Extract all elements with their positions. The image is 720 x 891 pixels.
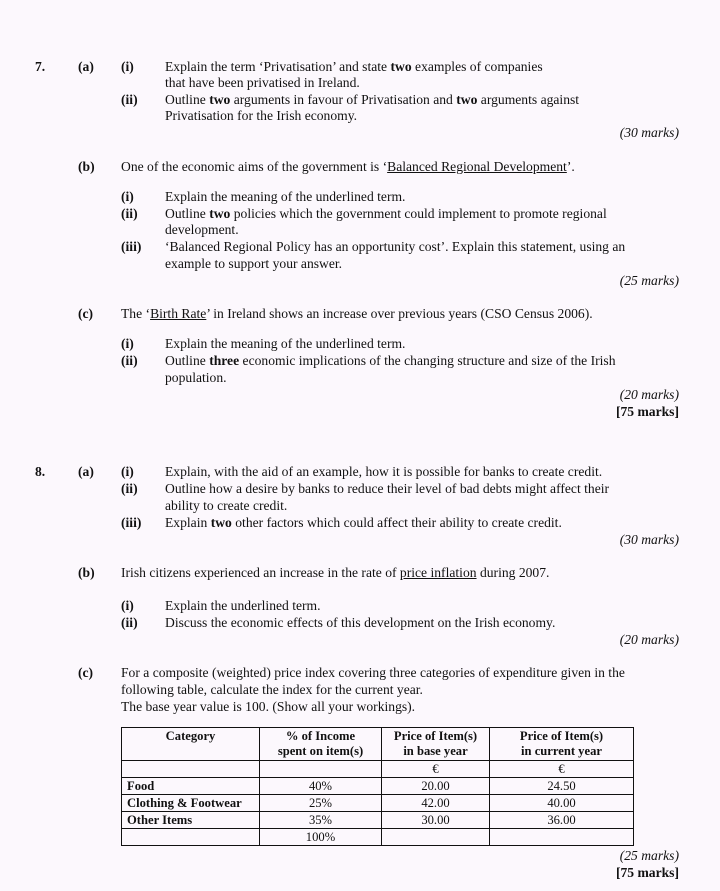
subpart-label: (ii) (121, 481, 138, 496)
table-cell: 40% (260, 778, 382, 795)
marks-label: (20 marks) (619, 632, 679, 647)
table-cell: 30.00 (382, 812, 490, 829)
marks-label: (30 marks) (619, 125, 679, 140)
question-number: 7. (35, 59, 46, 74)
subpart-label: (i) (121, 464, 134, 479)
currency-symbol: € (382, 761, 490, 778)
table-cell: 24.50 (490, 778, 634, 795)
part-label: (a) (78, 464, 94, 479)
total-row (122, 829, 634, 846)
subpart-label: (iii) (121, 239, 142, 254)
table-header: Price of Item(s) in base year (382, 728, 490, 761)
part-intro: Irish citizens experienced an increase in the rate of price inflation during 2007. (121, 565, 550, 580)
subpart-text: population. (165, 370, 227, 385)
subpart-label: (ii) (121, 206, 138, 221)
table-cell: 100% (260, 829, 382, 846)
part-intro: One of the economic aims of the government is ‘Balanced Regional Development’. (121, 159, 575, 174)
subpart-text: Outline three economic implications of the changing structure and size of the Irish (165, 353, 616, 368)
subpart-text: ‘Balanced Regional Policy has an opportunity cost’. Explain this statement, using an (165, 239, 626, 254)
subpart-label: (i) (121, 59, 134, 74)
subpart-text: Explain two other factors which could affect their ability to create credit. (165, 515, 562, 530)
subpart-text: Explain the meaning of the underlined term. (165, 336, 406, 351)
table-row (122, 795, 634, 812)
subpart-text: Privatisation for the Irish economy. (165, 108, 358, 123)
part-intro: The base year value is 100. (Show all your workings). (121, 699, 416, 714)
table-header: Price of Item(s) in current year (490, 728, 634, 761)
subpart-text: Outline two arguments in favour of Privatisation and two arguments against (165, 92, 580, 107)
part-label: (c) (78, 306, 94, 321)
table-cell: 25% (260, 795, 382, 812)
marks-label: (25 marks) (619, 848, 679, 863)
part-label: (a) (78, 59, 94, 74)
subpart-text: example to support your answer. (165, 256, 343, 271)
table-cell: 20.00 (382, 778, 490, 795)
subpart-text: ability to create credit. (165, 498, 288, 513)
subpart-label: (ii) (121, 92, 138, 107)
table-cell: Food (122, 778, 260, 795)
currency-symbol: € (490, 761, 634, 778)
part-label: (b) (78, 159, 95, 174)
table-row (122, 812, 634, 829)
subpart-text: Explain, with the aid of an example, how it is possible for banks to create credit. (165, 464, 603, 479)
marks-label: (25 marks) (619, 273, 679, 288)
part-intro: following table, calculate the index for the current year. (121, 682, 423, 697)
table-cell: 42.00 (382, 795, 490, 812)
part-label: (b) (78, 565, 95, 580)
marks-label: (20 marks) (619, 387, 679, 402)
table-cell: Other Items (122, 812, 260, 829)
table-cell: 40.00 (490, 795, 634, 812)
table-cell: 35% (260, 812, 382, 829)
table-cell: 36.00 (490, 812, 634, 829)
question-number: 8. (35, 464, 46, 479)
part-intro: The ‘Birth Rate’ in Ireland shows an increase over previous years (CSO Census 2006). (121, 306, 593, 321)
subpart-label: (i) (121, 189, 134, 204)
subpart-text: Outline how a desire by banks to reduce their level of bad debts might affect their (165, 481, 610, 496)
total-marks: [75 marks] (615, 404, 679, 419)
subpart-text: Outline two policies which the government could implement to promote regional (165, 206, 607, 221)
table-row (122, 778, 634, 795)
subpart-label: (iii) (121, 515, 142, 530)
part-label: (c) (78, 665, 94, 680)
total-marks: [75 marks] (615, 865, 679, 880)
table-header-row (122, 728, 634, 761)
subpart-text: Explain the meaning of the underlined term. (165, 189, 406, 204)
subpart-text: that have been privatised in Ireland. (165, 75, 360, 90)
subpart-label: (i) (121, 336, 134, 351)
subpart-label: (ii) (121, 353, 138, 368)
subpart-text: Discuss the economic effects of this development on the Irish economy. (165, 615, 556, 630)
table-cell: Clothing & Footwear (122, 795, 260, 812)
part-intro: For a composite (weighted) price index covering three categories of expenditure given in the (121, 665, 625, 680)
marks-label: (30 marks) (619, 532, 679, 547)
subpart-text: Explain the term ‘Privatisation’ and state two examples of companies (165, 59, 543, 74)
currency-row (122, 761, 634, 778)
table-header: % of Income spent on item(s) (260, 728, 382, 761)
subpart-label: (ii) (121, 615, 138, 630)
subpart-label: (i) (121, 598, 134, 613)
subpart-text: development. (165, 222, 239, 237)
price-index-table (121, 727, 634, 846)
subpart-text: Explain the underlined term. (165, 598, 321, 613)
table-header: Category (122, 728, 260, 761)
